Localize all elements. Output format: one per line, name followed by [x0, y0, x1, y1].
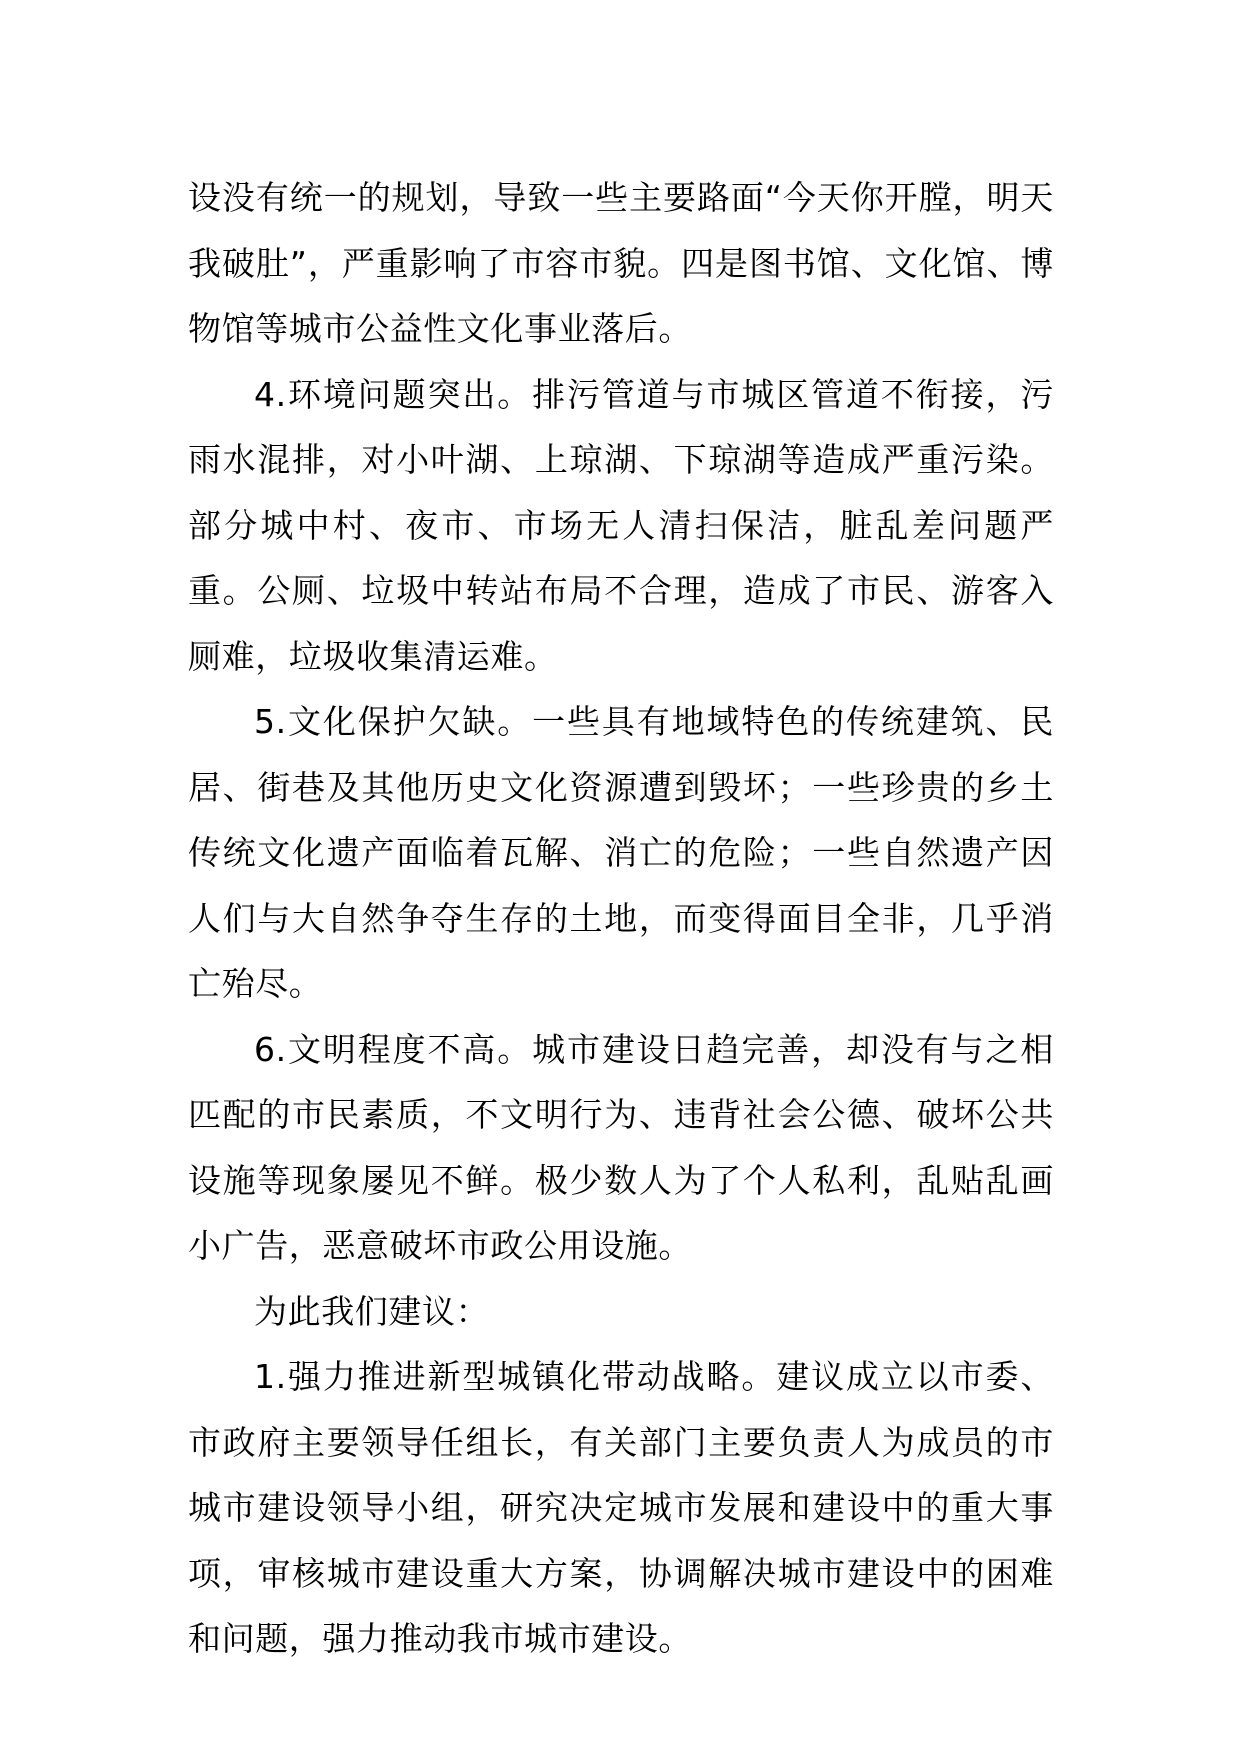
paragraph-suggestions-intro: 为此我们建议：: [254, 1291, 490, 1331]
document-body: [188, 165, 1054, 1672]
paragraph-civility-level: 6.文明程度不高。城市建设日趋完善，却没有与之相匹配的市民素质，不文明行为、违背社会公德、破坏公共设施等现象屡见不鲜。极少数人为了个人私利，乱贴乱画小广告，恶意破坏市政公用设施。: [188, 1029, 1054, 1265]
paragraph-continuation: 设没有统一的规划，导致一些主要路面“今天你开膛，明天我破肚”，严重影响了市容市貌。四是图书馆、文化馆、博物馆等城市公益性文化事业落后。: [188, 178, 1054, 348]
paragraph-suggestion-1: 1.强力推进新型城镇化带动战略。建议成立以市委、市政府主要领导任组长，有关部门主要负责人为成员的市城市建设领导小组，研究决定城市发展和建设中的重大事项，审核城市建设重大方案，协调解决城市建设中的困难和问题，强力推动我市城市建设。: [188, 1357, 1054, 1658]
paragraph-cultural-protection: 5.文化保护欠缺。一些具有地域特色的传统建筑、民居、街巷及其他历史文化资源遭到毁坏；一些珍贵的乡土传统文化遗产面临着瓦解、消亡的危险；一些自然遗产因人们与大自然争夺生存的土地，而变得面目全非，几乎消亡殆尽。: [188, 702, 1054, 1003]
paragraph-environment-issues: 4.环境问题突出。排污管道与市城区管道不衔接，污雨水混排，对小叶湖、上琼湖、下琼湖等造成严重污染。部分城中村、夜市、市场无人清扫保洁，脏乱差问题严重。公厕、垃圾中转站布局不合理，造成了市民、游客入厕难，垃圾收集清运难。: [188, 374, 1054, 676]
